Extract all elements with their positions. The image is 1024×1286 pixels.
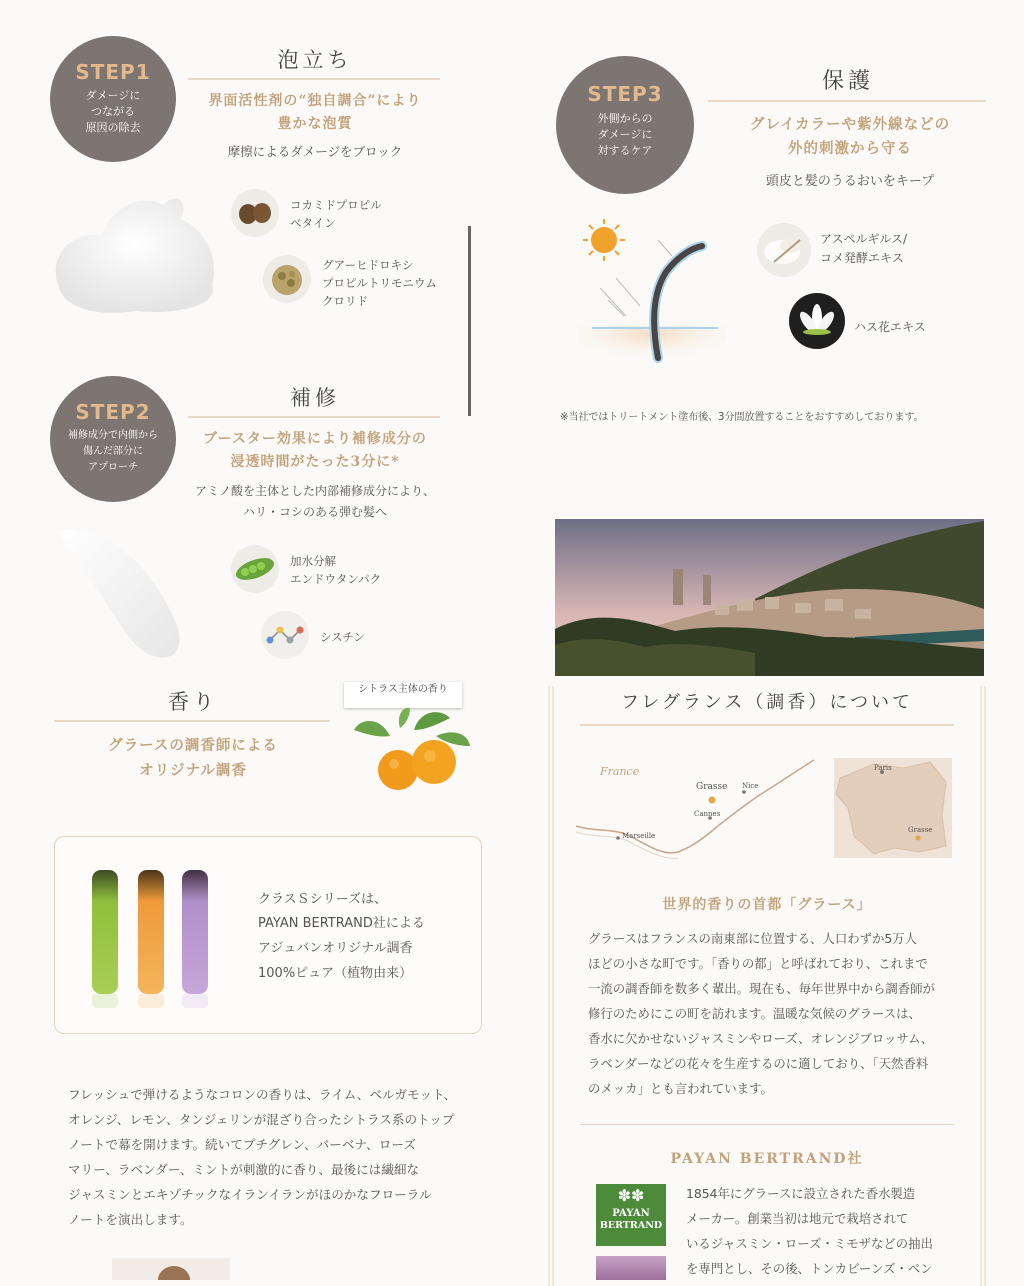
step2-badge-label: STEP2	[75, 400, 151, 424]
company-body-line: 1854年にグラースに設立された香水製造	[686, 1186, 916, 1201]
map-label-grasse: Grasse	[696, 782, 728, 792]
ingredient-label: プロピルトリモニウム	[322, 276, 437, 290]
company-body-line: メーカー。創業当初は地元で栽培されて	[686, 1211, 909, 1226]
ingredient-label: コメ発酵エキス	[820, 251, 904, 265]
fragrance-body-line: マリー、ラベンダー、ミントが刺激的に香り、最後には繊細な	[68, 1162, 420, 1177]
step3-heading: 保護	[821, 69, 874, 94]
fragrance-box-line: クラスＳシリーズは、	[258, 892, 387, 907]
ingredient-label: ベタイン	[290, 216, 336, 230]
step1-badge	[50, 36, 176, 162]
step2-gold-line: ブースター効果により補修成分の	[203, 431, 427, 447]
ingredient-label: クロリド	[322, 294, 368, 308]
step2-description: アミノ酸を主体とした内部補修成分により、	[194, 484, 435, 498]
map-label-grasse-country: Grasse	[908, 826, 933, 834]
step1-badge-line: ダメージに	[85, 89, 141, 102]
company-heading: PAYAN BERTRAND社	[670, 1151, 864, 1167]
step2-heading: 補修	[290, 386, 340, 410]
step3-rule	[708, 100, 986, 102]
step1-description: 摩擦によるダメージをブロック	[227, 144, 403, 159]
fragrance-rule	[54, 720, 330, 722]
step3-badge-line: ダメージに	[597, 128, 653, 141]
step3-gold-line: グレイカラーや紫外線などの	[749, 116, 951, 133]
step3-note: ※当社ではトリートメント塗布後、3分間放置することをおすすめしております。	[560, 412, 924, 423]
france-outline-map	[834, 758, 952, 858]
fragrance-box-line: 100%ピュア（植物由来）	[258, 966, 413, 981]
step1-gold-line: 豊かな泡質	[277, 116, 353, 132]
ingredient-label: コカミドプロピル	[290, 198, 382, 212]
fragrance-gold-line: オリジナル調香	[139, 762, 247, 779]
rice-icon	[756, 222, 812, 278]
fragrance-heading: 香り	[168, 690, 218, 714]
cream-swatch-image	[54, 522, 190, 662]
ingredient-label: 加水分解	[290, 554, 336, 568]
map-label-france: France	[600, 765, 640, 778]
map-label-cannes: Cannes	[694, 810, 721, 818]
fragrance-body-line: ジャスミンとエキゾチックなイランイランがほのかなフローラル	[68, 1187, 432, 1202]
about-divider	[580, 1124, 954, 1125]
perfumer-photo	[112, 1258, 230, 1280]
about-gold-heading: 世界的香りの首都「グラース」	[662, 897, 872, 913]
fragrance-body-line: ノートで幕を開けます。続いてプチグレン、バーベナ、ローズ	[68, 1137, 416, 1152]
lotus-icon	[788, 292, 846, 350]
molecule-icon	[260, 610, 310, 660]
foam-image	[52, 185, 220, 320]
uv-protection-illustration	[578, 216, 726, 366]
logo-emblem-icon: ✽✽	[617, 1186, 645, 1205]
step2-badge	[50, 376, 176, 502]
step3-gold-line: 外的刺激から守る	[788, 140, 912, 157]
fragrance-tag	[344, 682, 462, 708]
about-body-line: のメッカ」とも言われています。	[588, 1081, 773, 1096]
map-label-paris: Paris	[874, 764, 892, 772]
fragrance-box-line: PAYAN BERTRAND社による	[258, 916, 425, 931]
ingredient-label: アスペルギルス/	[820, 232, 908, 246]
ingredient-label: グアーヒドロキシ	[322, 258, 414, 272]
company-body-line: いるジャスミン・ローズ・ミモザなどの抽出	[686, 1236, 933, 1251]
about-body-line: ラベンダーなどの花々を生産するのに適しており、「天然香料	[588, 1056, 929, 1071]
herb-icon	[262, 254, 312, 304]
vertical-divider	[468, 226, 471, 416]
about-rule	[580, 724, 954, 726]
fragrance-body-line: ノートを演出します。	[68, 1212, 193, 1227]
map-label-nice: Nice	[742, 782, 759, 790]
grasse-town-photo	[555, 519, 984, 676]
step2-badge-line: 傷んだ部分に	[83, 446, 143, 457]
step3-badge-line: 外側からの	[597, 112, 653, 125]
about-body-line: 修行のためにこの町を訪れます。温暖な気候のグラースは、	[588, 1006, 921, 1021]
map-label-marseille: Marseille	[622, 832, 656, 840]
about-body-line: グラースはフランスの南東部に位置する、人口わずか5万人	[588, 931, 918, 946]
fragrance-bottles-image	[86, 868, 218, 1018]
step1-rule	[188, 78, 440, 80]
fragrance-body-line: オレンジ、レモン、タンジェリンが混ざり合ったシトラス系のトップ	[68, 1112, 455, 1127]
step3-badge-label: STEP3	[587, 82, 663, 106]
step1-badge-label: STEP1	[75, 60, 151, 84]
ingredient-label: シスチン	[320, 630, 365, 644]
step1-gold-line: 界面活性剤の“独自調合”により	[208, 93, 422, 109]
logo-text: BERTRAND	[599, 1220, 663, 1231]
step2-badge-line: アプローチ	[88, 462, 138, 473]
step2-badge-line: 補修成分で内側から	[68, 430, 158, 441]
about-body-line: 香水に欠かせないジャスミンやローズ、オレンジブロッサム、	[588, 1031, 934, 1046]
step2-rule	[188, 416, 440, 418]
about-body-line: ほどの小さな町です。「香りの都」と呼ばれており、これまで	[588, 956, 928, 971]
ingredient-label: エンドウタンパク	[290, 572, 382, 586]
company-body-line: を専門とし、その後、トンカビーンズ・ベン	[686, 1261, 933, 1276]
about-body-line: 一流の調香師を数多く輩出。現在も、毎年世界中から調香師が	[588, 981, 935, 996]
fragrance-gold-line: グラースの調香師による	[108, 737, 278, 754]
orange-illustration	[350, 706, 474, 798]
pea-icon	[230, 544, 280, 594]
seed-icon	[230, 188, 280, 238]
step3-badge-line: 対するケア	[597, 144, 653, 157]
step1-heading: 泡立ち	[277, 48, 353, 72]
fragrance-tag-label: シトラス主体の香り	[358, 684, 448, 695]
flower-field-photo	[596, 1256, 666, 1280]
step2-gold-line: 浸透時間がたった3分に*	[230, 454, 400, 470]
step1-badge-line: つながる	[91, 105, 135, 118]
step3-badge	[556, 56, 694, 194]
fragrance-body-line: フレッシュで弾けるようなコロンの香りは、ライム、ベルガモット、	[68, 1087, 457, 1102]
fragrance-box-line: アジュバンオリジナル調香	[258, 941, 413, 956]
logo-text: PAYAN	[612, 1208, 650, 1219]
step3-description: 頭皮と髪のうるおいをキープ	[765, 174, 935, 189]
payan-bertrand-logo	[596, 1184, 666, 1246]
ingredient-label: ハス花エキス	[854, 320, 926, 334]
step1-badge-line: 原因の除去	[85, 121, 141, 134]
about-heading: フレグランス（調香）について	[620, 692, 914, 713]
step2-description: ハリ・コシのある弾む髪へ	[242, 505, 387, 519]
